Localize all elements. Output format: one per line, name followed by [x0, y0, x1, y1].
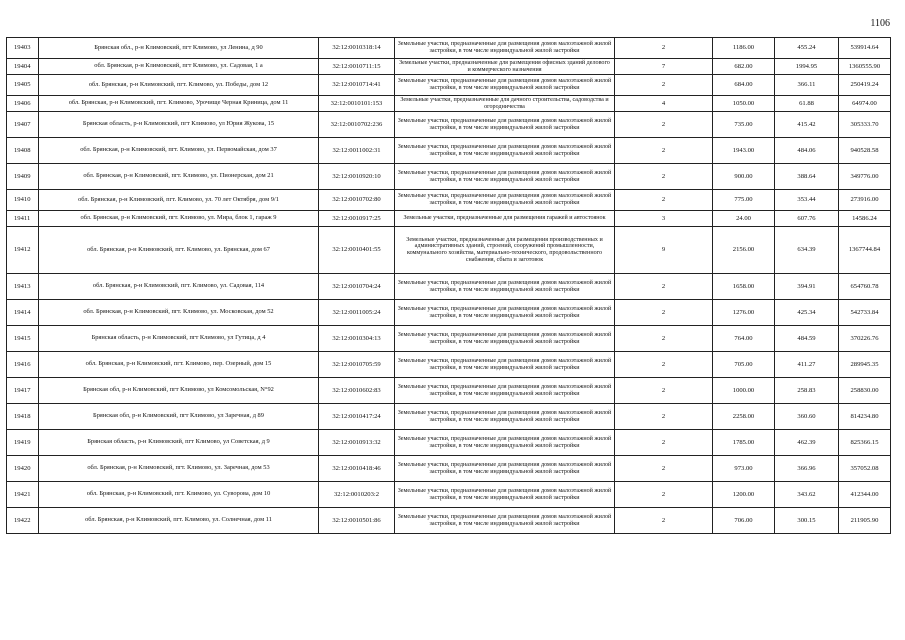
- land-register-table: [6, 37, 891, 534]
- address-cell: обл. Брянская, р-н Климовский, пгт Климово, ул. Садовая, 1 а: [39, 59, 319, 75]
- land-use-cell: Земельные участки, предназначенные для размещения домов малоэтажной жилой застройки, в том числе индивидуальной жилой застройки: [395, 112, 615, 138]
- table-row: [7, 456, 891, 482]
- cadastral-number-cell: 32:12:0010304:13: [319, 326, 395, 352]
- land-use-cell: Земельные участки, предназначенные для размещения домов малоэтажной жилой застройки, в том числе индивидуальной жилой застройки: [395, 326, 615, 352]
- land-use-cell: Земельные участки, предназначенные для размещения домов малоэтажной жилой застройки, в том числе индивидуальной жилой застройки: [395, 164, 615, 190]
- row-number-cell: 19412: [7, 227, 39, 274]
- cadastral-number-cell: 32:12:0011005:24: [319, 300, 395, 326]
- area-cell: 705.00: [713, 352, 775, 378]
- land-use-cell: Земельные участки, предназначенные для размещения гаражей и автостоянок: [395, 211, 615, 227]
- address-cell: обл. Брянская, р-н Климовский, пгт. Климово, ул. Мира, блок 1, гараж 9: [39, 211, 319, 227]
- specific-value-cell: 484.59: [775, 326, 839, 352]
- address-cell: обл. Брянская, р-н Климовский, пгт. Климово, ул. Суворова, дом 10: [39, 482, 319, 508]
- table-row: [7, 112, 891, 138]
- table-row: [7, 326, 891, 352]
- use-group-cell: 7: [615, 59, 713, 75]
- table-row: [7, 227, 891, 274]
- area-cell: 1050.00: [713, 96, 775, 112]
- table-row: [7, 508, 891, 534]
- address-cell: обл. Брянская, р-н Климовский, пгт. Климово, пер. Озерный, дом 15: [39, 352, 319, 378]
- cadastral-value-cell: 654760.78: [839, 274, 891, 300]
- address-cell: обл. Брянская, р-н Климовский, пгт. Климово, Урочище Черная Криница, дом 11: [39, 96, 319, 112]
- specific-value-cell: 366.11: [775, 75, 839, 96]
- table-row: [7, 38, 891, 59]
- cadastral-number-cell: 32:12:0010318:14: [319, 38, 395, 59]
- row-number-cell: 19421: [7, 482, 39, 508]
- use-group-cell: 2: [615, 164, 713, 190]
- row-number-cell: 19414: [7, 300, 39, 326]
- row-number-cell: 19410: [7, 190, 39, 211]
- row-number-cell: 19406: [7, 96, 39, 112]
- address-cell: Брянская область, р-н Климовский, пгт Климово, ул Юрия Жукова, 15: [39, 112, 319, 138]
- area-cell: 1785.00: [713, 430, 775, 456]
- specific-value-cell: 455.24: [775, 38, 839, 59]
- cadastral-value-cell: 814234.80: [839, 404, 891, 430]
- cadastral-value-cell: 64974.00: [839, 96, 891, 112]
- table-row: [7, 274, 891, 300]
- use-group-cell: 2: [615, 352, 713, 378]
- area-cell: 1200.00: [713, 482, 775, 508]
- table-row: [7, 138, 891, 164]
- cadastral-value-cell: 539914.64: [839, 38, 891, 59]
- land-use-cell: Земельные участки, предназначенные для размещения домов малоэтажной жилой застройки, в том числе индивидуальной жилой застройки: [395, 138, 615, 164]
- table-row: [7, 75, 891, 96]
- row-number-cell: 19403: [7, 38, 39, 59]
- row-number-cell: 19422: [7, 508, 39, 534]
- cadastral-value-cell: 305333.70: [839, 112, 891, 138]
- specific-value-cell: 411.27: [775, 352, 839, 378]
- land-use-cell: Земельные участки, предназначенные для размещения домов малоэтажной жилой застройки, в том числе индивидуальной жилой застройки: [395, 38, 615, 59]
- cadastral-value-cell: 289945.35: [839, 352, 891, 378]
- cadastral-number-cell: 32:12:0010101:153: [319, 96, 395, 112]
- specific-value-cell: 415.42: [775, 112, 839, 138]
- address-cell: Брянская область, р-н Климовский, пгт Климово, ул Советская, д 9: [39, 430, 319, 456]
- row-number-cell: 19407: [7, 112, 39, 138]
- cadastral-number-cell: 32:12:0010501:86: [319, 508, 395, 534]
- row-number-cell: 19418: [7, 404, 39, 430]
- land-use-cell: Земельные участки, предназначенные для размещения домов малоэтажной жилой застройки, в том числе индивидуальной жилой застройки: [395, 274, 615, 300]
- use-group-cell: 2: [615, 404, 713, 430]
- address-cell: обл. Брянская, р-н Климовский, пгт. Климово, ул. Первомайская, дом 37: [39, 138, 319, 164]
- table-row: [7, 59, 891, 75]
- address-cell: обл. Брянская, р-н Климовский, пгт. Климово, ул. Брянская, дом 67: [39, 227, 319, 274]
- area-cell: 1276.00: [713, 300, 775, 326]
- cadastral-number-cell: 32:12:0010917:25: [319, 211, 395, 227]
- area-cell: 764.00: [713, 326, 775, 352]
- specific-value-cell: 343.62: [775, 482, 839, 508]
- address-cell: Брянская обл., р-н Климовский, пгт Климово, ул Ленина, д 90: [39, 38, 319, 59]
- specific-value-cell: 353.44: [775, 190, 839, 211]
- land-use-cell: Земельные участки, предназначенные для дачного строительства, садоводства и огородничества: [395, 96, 615, 112]
- area-cell: 684.00: [713, 75, 775, 96]
- row-number-cell: 19405: [7, 75, 39, 96]
- address-cell: обл. Брянская, р-н Климовский, пгт. Климово, ул. Солнечная, дом 11: [39, 508, 319, 534]
- address-cell: обл. Брянская, р-н Климовский, пгт. Климово, ул. Садовая, 114: [39, 274, 319, 300]
- land-use-cell: Земельные участки, предназначенные для размещения домов малоэтажной жилой застройки, в том числе индивидуальной жилой застройки: [395, 300, 615, 326]
- area-cell: 900.00: [713, 164, 775, 190]
- cadastral-value-cell: 370226.76: [839, 326, 891, 352]
- land-use-cell: Земельные участки, предназначенные для размещения домов малоэтажной жилой застройки, в том числе индивидуальной жилой застройки: [395, 482, 615, 508]
- address-cell: Брянская область, р-н Климовский, пгт Климово, ул Гутица, д 4: [39, 326, 319, 352]
- land-use-cell: Земельные участки, предназначенные для размещения офисных зданий делового и коммерческого назначения: [395, 59, 615, 75]
- table-row: [7, 404, 891, 430]
- land-use-cell: Земельные участки, предназначенные для размещения домов малоэтажной жилой застройки, в том числе индивидуальной жилой застройки: [395, 378, 615, 404]
- cadastral-value-cell: 211905.90: [839, 508, 891, 534]
- cadastral-value-cell: 250419.24: [839, 75, 891, 96]
- cadastral-number-cell: 32:12:0010702:80: [319, 190, 395, 211]
- table-body: [7, 38, 891, 534]
- row-number-cell: 19416: [7, 352, 39, 378]
- land-use-cell: Земельные участки, предназначенные для размещения домов малоэтажной жилой застройки, в том числе индивидуальной жилой застройки: [395, 456, 615, 482]
- cadastral-number-cell: 32:12:0010203:2: [319, 482, 395, 508]
- use-group-cell: 2: [615, 430, 713, 456]
- cadastral-number-cell: 32:12:0010401:55: [319, 227, 395, 274]
- row-number-cell: 19413: [7, 274, 39, 300]
- cadastral-value-cell: 1360555.90: [839, 59, 891, 75]
- cadastral-number-cell: 32:12:0010913:32: [319, 430, 395, 456]
- table-row: [7, 164, 891, 190]
- cadastral-value-cell: 349776.00: [839, 164, 891, 190]
- specific-value-cell: 300.15: [775, 508, 839, 534]
- area-cell: 1000.00: [713, 378, 775, 404]
- area-cell: 775.00: [713, 190, 775, 211]
- specific-value-cell: 1994.95: [775, 59, 839, 75]
- cadastral-value-cell: 273916.00: [839, 190, 891, 211]
- specific-value-cell: 462.39: [775, 430, 839, 456]
- area-cell: 706.00: [713, 508, 775, 534]
- row-number-cell: 19420: [7, 456, 39, 482]
- use-group-cell: 2: [615, 274, 713, 300]
- land-use-cell: Земельные участки, предназначенные для размещения домов малоэтажной жилой застройки, в том числе индивидуальной жилой застройки: [395, 75, 615, 96]
- cadastral-value-cell: 258830.00: [839, 378, 891, 404]
- address-cell: обл. Брянская, р-н Климовский, пгт. Климово, ул. Победы, дом 12: [39, 75, 319, 96]
- specific-value-cell: 360.60: [775, 404, 839, 430]
- land-use-cell: Земельные участки, предназначенные для размещения домов малоэтажной жилой застройки, в том числе индивидуальной жилой застройки: [395, 430, 615, 456]
- land-use-cell: Земельные участки, предназначенные для размещения домов малоэтажной жилой застройки, в том числе индивидуальной жилой застройки: [395, 352, 615, 378]
- use-group-cell: 2: [615, 300, 713, 326]
- use-group-cell: 9: [615, 227, 713, 274]
- area-cell: 2156.00: [713, 227, 775, 274]
- area-cell: 2258.00: [713, 404, 775, 430]
- address-cell: обл. Брянская, р-н Климовский, пгт. Климово, ул. Пионерская, дом 21: [39, 164, 319, 190]
- specific-value-cell: 425.34: [775, 300, 839, 326]
- use-group-cell: 2: [615, 508, 713, 534]
- cadastral-number-cell: 32:12:0010711:15: [319, 59, 395, 75]
- cadastral-value-cell: 357052.08: [839, 456, 891, 482]
- table-row: [7, 378, 891, 404]
- row-number-cell: 19411: [7, 211, 39, 227]
- cadastral-number-cell: 32:12:0011002:31: [319, 138, 395, 164]
- row-number-cell: 19404: [7, 59, 39, 75]
- table-row: [7, 430, 891, 456]
- address-cell: Брянская обл, р-н Климовский, пгт Климово, ул Заречная, д 89: [39, 404, 319, 430]
- table-row: [7, 96, 891, 112]
- table-row: [7, 190, 891, 211]
- land-use-cell: Земельные участки, предназначенные для размещения домов малоэтажной жилой застройки, в том числе индивидуальной жилой застройки: [395, 190, 615, 211]
- area-cell: 735.00: [713, 112, 775, 138]
- cadastral-value-cell: 825366.15: [839, 430, 891, 456]
- cadastral-value-cell: 542733.84: [839, 300, 891, 326]
- cadastral-number-cell: 32:12:0010602:83: [319, 378, 395, 404]
- specific-value-cell: 388.64: [775, 164, 839, 190]
- cadastral-value-cell: 1367744.84: [839, 227, 891, 274]
- use-group-cell: 2: [615, 112, 713, 138]
- use-group-cell: 2: [615, 38, 713, 59]
- land-use-cell: Земельные участки, предназначенные для размещения домов малоэтажной жилой застройки, в том числе индивидуальной жилой застройки: [395, 404, 615, 430]
- address-cell: Брянская обл, р-н Климовский, пгт Климово, ул Комсомольская, N°92: [39, 378, 319, 404]
- use-group-cell: 2: [615, 190, 713, 211]
- row-number-cell: 19408: [7, 138, 39, 164]
- cadastral-number-cell: 32:12:0010702:236: [319, 112, 395, 138]
- table-row: [7, 300, 891, 326]
- area-cell: 973.00: [713, 456, 775, 482]
- land-use-cell: Земельные участки, предназначенные для размещения домов малоэтажной жилой застройки, в том числе индивидуальной жилой застройки: [395, 508, 615, 534]
- cadastral-number-cell: 32:12:0010920:10: [319, 164, 395, 190]
- specific-value-cell: 607.76: [775, 211, 839, 227]
- cadastral-value-cell: 14586.24: [839, 211, 891, 227]
- use-group-cell: 2: [615, 456, 713, 482]
- cadastral-number-cell: 32:12:0010705:59: [319, 352, 395, 378]
- use-group-cell: 2: [615, 326, 713, 352]
- specific-value-cell: 258.83: [775, 378, 839, 404]
- area-cell: 1658.00: [713, 274, 775, 300]
- cadastral-value-cell: 412344.00: [839, 482, 891, 508]
- land-use-cell: Земельные участки, предназначенные для размещения производственных и административных зданий, строений, сооружений промышленности, коммунального хозяйства, материально-технического, продовольственного снабжения, сбыта и заготовок: [395, 227, 615, 274]
- address-cell: обл. Брянская, р-н Климовский, пгт. Климово, ул. 70 лет Октября, дом 9/1: [39, 190, 319, 211]
- cadastral-number-cell: 32:12:0010704:24: [319, 274, 395, 300]
- use-group-cell: 4: [615, 96, 713, 112]
- specific-value-cell: 61.88: [775, 96, 839, 112]
- use-group-cell: 2: [615, 75, 713, 96]
- use-group-cell: 2: [615, 378, 713, 404]
- specific-value-cell: 366.96: [775, 456, 839, 482]
- table-row: [7, 482, 891, 508]
- row-number-cell: 19415: [7, 326, 39, 352]
- area-cell: 24.00: [713, 211, 775, 227]
- use-group-cell: 2: [615, 138, 713, 164]
- specific-value-cell: 484.06: [775, 138, 839, 164]
- specific-value-cell: 394.91: [775, 274, 839, 300]
- cadastral-number-cell: 32:12:0010417:24: [319, 404, 395, 430]
- row-number-cell: 19419: [7, 430, 39, 456]
- use-group-cell: 2: [615, 482, 713, 508]
- page-number: 1106: [870, 18, 890, 29]
- specific-value-cell: 634.39: [775, 227, 839, 274]
- row-number-cell: 19417: [7, 378, 39, 404]
- row-number-cell: 19409: [7, 164, 39, 190]
- area-cell: 1943.00: [713, 138, 775, 164]
- address-cell: обл. Брянская, р-н Климовский, пгт. Климово, ул. Заречная, дом 53: [39, 456, 319, 482]
- use-group-cell: 3: [615, 211, 713, 227]
- area-cell: 1186.00: [713, 38, 775, 59]
- cadastral-number-cell: 32:12:0010418:46: [319, 456, 395, 482]
- cadastral-value-cell: 940528.58: [839, 138, 891, 164]
- table-row: [7, 352, 891, 378]
- table-row: [7, 211, 891, 227]
- cadastral-number-cell: 32:12:0010714:41: [319, 75, 395, 96]
- address-cell: обл. Брянская, р-н Климовский, пгт. Климово, ул. Московская, дом 52: [39, 300, 319, 326]
- area-cell: 682.00: [713, 59, 775, 75]
